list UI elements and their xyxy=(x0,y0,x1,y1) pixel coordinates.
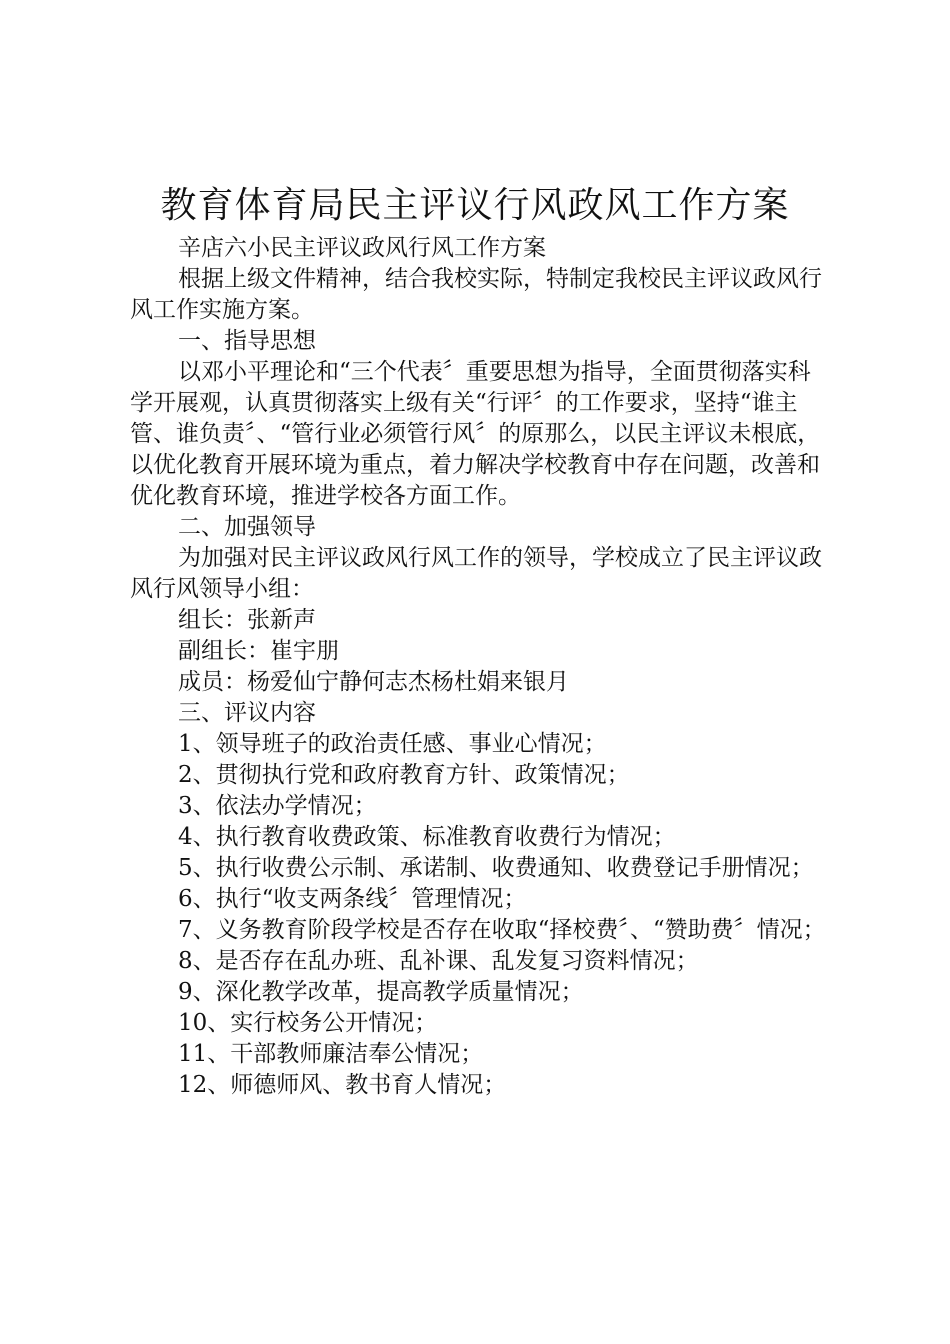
list-item: 6、执行“收支两条线〞管理情况； xyxy=(178,886,527,912)
subtitle: 辛店六小民主评议政风行风工作方案 xyxy=(178,235,546,261)
list-item: 8、是否存在乱办班、乱补课、乱发复习资料情况； xyxy=(178,948,699,974)
guiding-thought-paragraph: 以邓小平理论和“三个代表〞重要思想为指导，全面贯彻落实科学开展观，认真贯彻落实上级有关“行评〞的工作要求，坚持“谁主管、谁负责〞、“管行业必须管行风〞的原那么，以民主评议未根底，以优化教育开展环境为重点，着力解决学校教育中存在问题，改善和优化教育环境，推进学校各方面工作。 xyxy=(130,359,821,509)
list-item: 1、领导班子的政治责任感、事业心情况； xyxy=(178,731,607,757)
list-item: 2、贯彻执行党和政府教育方针、政策情况； xyxy=(178,762,630,788)
list-item: 7、义务教育阶段学校是否存在收取“择校费〞、“赞助费〞情况； xyxy=(178,917,826,943)
group-deputy: 副组长：崔宇朋 xyxy=(178,638,339,664)
list-item: 10、实行校务公开情况； xyxy=(178,1010,438,1036)
leadership-paragraph: 为加强对民主评议政风行风工作的领导，学校成立了民主评议政风行风领导小组： xyxy=(130,545,822,602)
list-item: 9、深化教学改革，提高教学质量情况； xyxy=(178,979,584,1005)
intro-paragraph: 根据上级文件精神，结合我校实际，特制定我校民主评议政风行风工作实施方案。 xyxy=(130,266,822,323)
list-item: 5、执行收费公示制、承诺制、收费通知、收费登记手册情况； xyxy=(178,855,814,881)
document-body xyxy=(130,233,830,1101)
list-item: 12、师德师风、教书育人情况； xyxy=(178,1072,507,1098)
list-item: 11、干部教师廉洁奉公情况； xyxy=(178,1041,484,1067)
document-title: 教育体育局民主评议行风政风工作方案 xyxy=(160,185,790,226)
list-item: 3、依法办学情况； xyxy=(178,793,377,819)
section-heading-leadership: 二、加强领导 xyxy=(178,514,316,540)
group-leader: 组长：张新声 xyxy=(178,607,316,633)
section-heading-guiding-thought: 一、指导思想 xyxy=(178,328,316,354)
list-item: 4、执行教育收费政策、标准教育收费行为情况； xyxy=(178,824,676,850)
section-heading-evaluation-content: 三、评议内容 xyxy=(178,700,316,726)
group-members: 成员：杨爱仙宁静何志杰杨杜娟来银月 xyxy=(178,669,569,695)
